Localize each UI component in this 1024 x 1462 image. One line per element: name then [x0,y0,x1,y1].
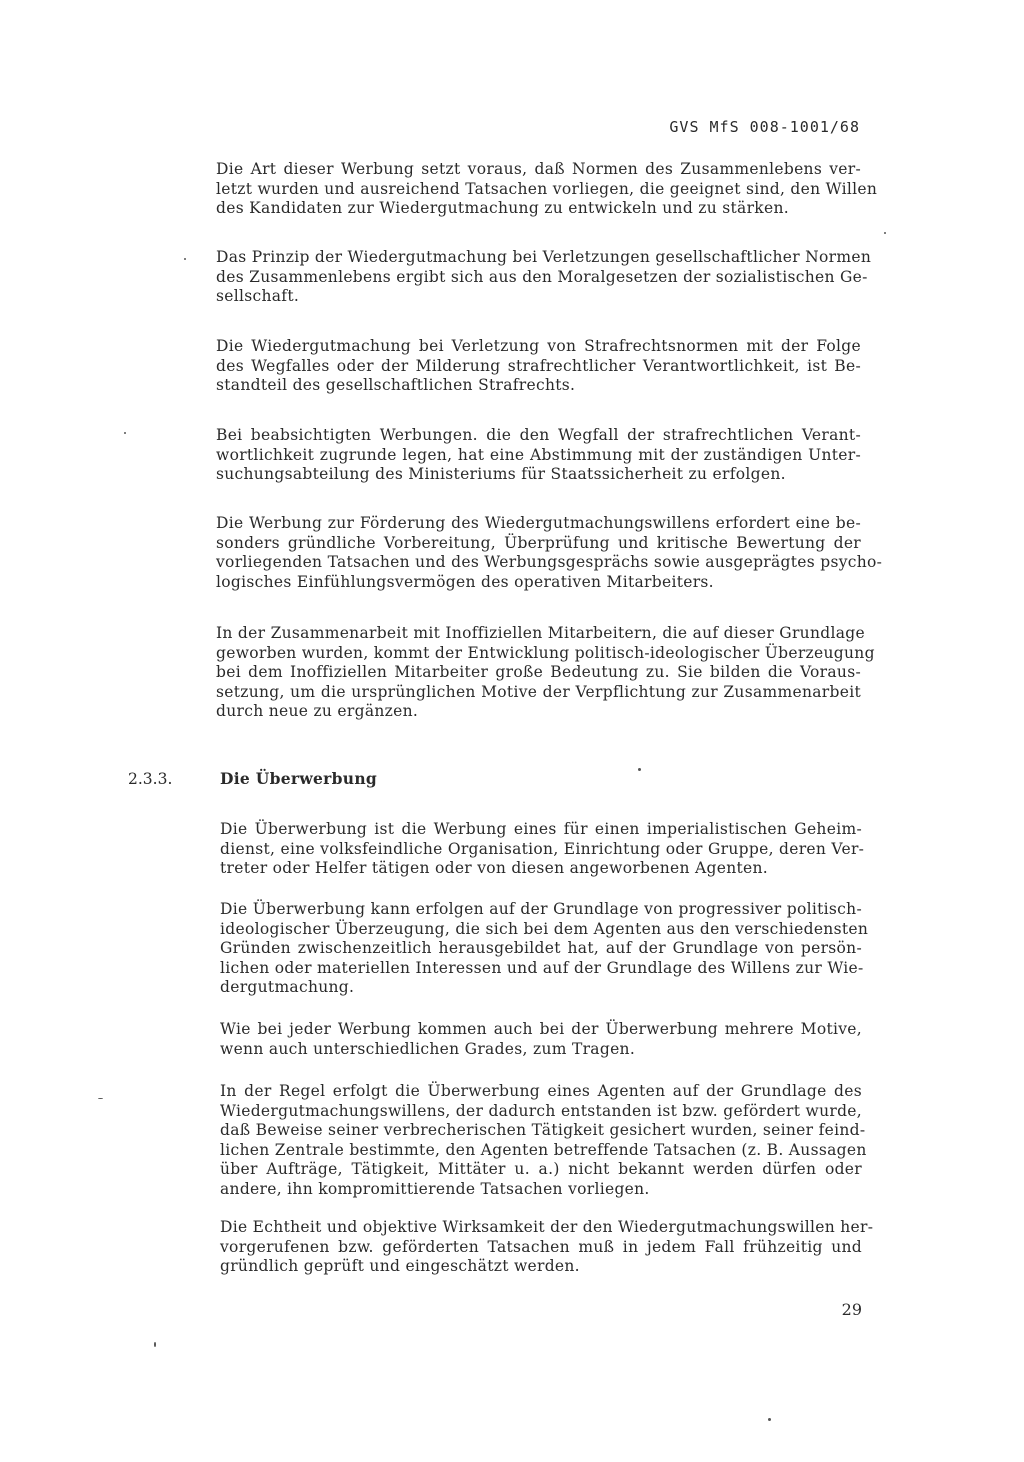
text-line: andere, ihn kompromittierende Tatsachen vorliegen. [220,1179,650,1198]
text-line: Bei beabsichtigten Werbungen. die den Wegfall der strafrechtlichen Verant- [216,426,861,444]
text-line: wenn auch unterschiedlichen Grades, zum Tragen. [220,1039,636,1058]
text-line: daß Beweise seiner verbrecherischen Tätigkeit gesichert wurden, seiner feind- [220,1121,866,1139]
scan-speck [184,258,186,260]
text-line: lichen Zentrale bestimmte, den Agenten betreffende Tatsachen (z. B. Aussagen [220,1140,867,1159]
text-line: Die Echtheit und objektive Wirksamkeit der den Wiedergutmachungswillen her- [220,1218,874,1236]
text-line: logisches Einfühlungsvermögen des operativen Mitarbeiters. [216,572,714,591]
text-line: Wie bei jeder Werbung kommen auch bei der Überwerbung mehrere Motive, [220,1020,862,1038]
text-line: Gründen zwischenzeitlich herausgebildet hat, auf der Grundlage von persön- [220,939,862,957]
text-line: Wiedergutmachungswillens, der dadurch entstanden ist bzw. gefördert wurde, [220,1101,862,1120]
text-line: dergutmachung. [220,978,355,996]
text-line: In der Regel erfolgt die Überwerbung eines Agenten auf der Grundlage des [220,1082,862,1100]
paragraph [216,426,861,485]
text-line: wortlichkeit zugrunde legen, hat eine Abstimmung mit der zuständigen Unter- [216,445,861,464]
section-number: 2.3.3. [128,770,173,788]
text-line: lichen oder materiellen Interessen und auf der Grundlage des Willens zur Wie- [220,958,864,977]
scan-speck [154,1342,156,1347]
text-line: gründlich geprüft und eingeschätzt werden. [220,1257,580,1275]
paragraph [216,337,861,396]
text-line: Die Überwerbung ist die Werbung eines für einen imperialistischen Geheim- [220,820,862,838]
paragraph [220,1082,867,1199]
section-title: Die Überwerbung [220,769,378,788]
scan-speck [884,232,886,234]
scan-speck [768,1418,771,1421]
text-line: treter oder Helfer tätigen oder von diesen angeworbenen Agenten. [220,859,768,877]
scan-speck [98,1098,103,1099]
text-line: bei dem Inoffiziellen Mitarbeiter große Bedeutung zu. Sie bilden die Voraus- [216,663,861,681]
text-line: geworben wurden, kommt der Entwicklung politisch-ideologischer Überzeugung [216,643,875,662]
text-line: ideologischer Überzeugung, die sich bei dem Agenten aus den verschiedensten [220,919,869,938]
text-line: Die Überwerbung kann erfolgen auf der Grundlage von progressiver politisch- [220,900,862,918]
paragraph [216,624,875,722]
paragraph [216,248,872,307]
text-line: des Kandidaten zur Wiedergutmachung zu entwickeln und zu stärken. [216,199,789,217]
text-line: Die Art dieser Werbung setzt voraus, daß Normen des Zusammenlebens ver- [216,160,861,178]
text-line: über Aufträge, Tätigkeit, Mittäter u. a.) nicht bekannt werden dürfen oder [220,1160,862,1178]
text-line: vorgerufenen bzw. geförderten Tatsachen muß in jedem Fall frühzeitig und [220,1237,862,1256]
text-line: setzung, um die ursprünglichen Motive der Verpflichtung zur Zusammenarbeit [216,682,861,701]
scan-speck [638,768,641,771]
text-line: Die Werbung zur Förderung des Wiedergutmachungswillens erfordert eine be- [216,514,861,532]
text-line: vorliegenden Tatsachen und des Werbungsgesprächs sowie ausgeprägtes psycho- [216,553,883,571]
text-line: des Wegfalles oder der Milderung strafrechtlicher Verantwortlichkeit, ist Be- [216,356,861,375]
text-line: standteil des gesellschaftlichen Strafrechts. [216,376,576,394]
text-line: In der Zusammenarbeit mit Inoffiziellen Mitarbeitern, die auf dieser Grundlage [216,624,865,642]
text-line: suchungsabteilung des Ministeriums für Staatssicherheit zu erfolgen. [216,465,786,483]
paragraph [220,900,869,998]
text-line: letzt wurden und ausreichend Tatsachen vorliegen, die geeignet sind, den Willen [216,179,878,198]
document-reference-header: GVS MfS 008-1001/68 [669,118,860,136]
paragraph [216,514,883,592]
paragraph [220,1020,862,1059]
text-line: Die Wiedergutmachung bei Verletzung von Strafrechtsnormen mit der Folge [216,337,861,355]
page-number: 29 [841,1300,862,1319]
text-line: Das Prinzip der Wiedergutmachung bei Verletzungen gesellschaftlicher Normen [216,248,872,266]
paragraph [216,160,878,219]
text-line: sellschaft. [216,287,300,305]
text-line: sonders gründliche Vorbereitung, Überprüfung und kritische Bewertung der [216,533,861,552]
text-line: dienst, eine volksfeindliche Organisation, Einrichtung oder Gruppe, deren Ver- [220,839,865,858]
paragraph [220,1218,874,1277]
text-line: durch neue zu ergänzen. [216,702,419,720]
paragraph [220,820,865,879]
scan-speck [124,432,126,434]
text-line: des Zusammenlebens ergibt sich aus den Moralgesetzen der sozialistischen Ge- [216,267,868,286]
